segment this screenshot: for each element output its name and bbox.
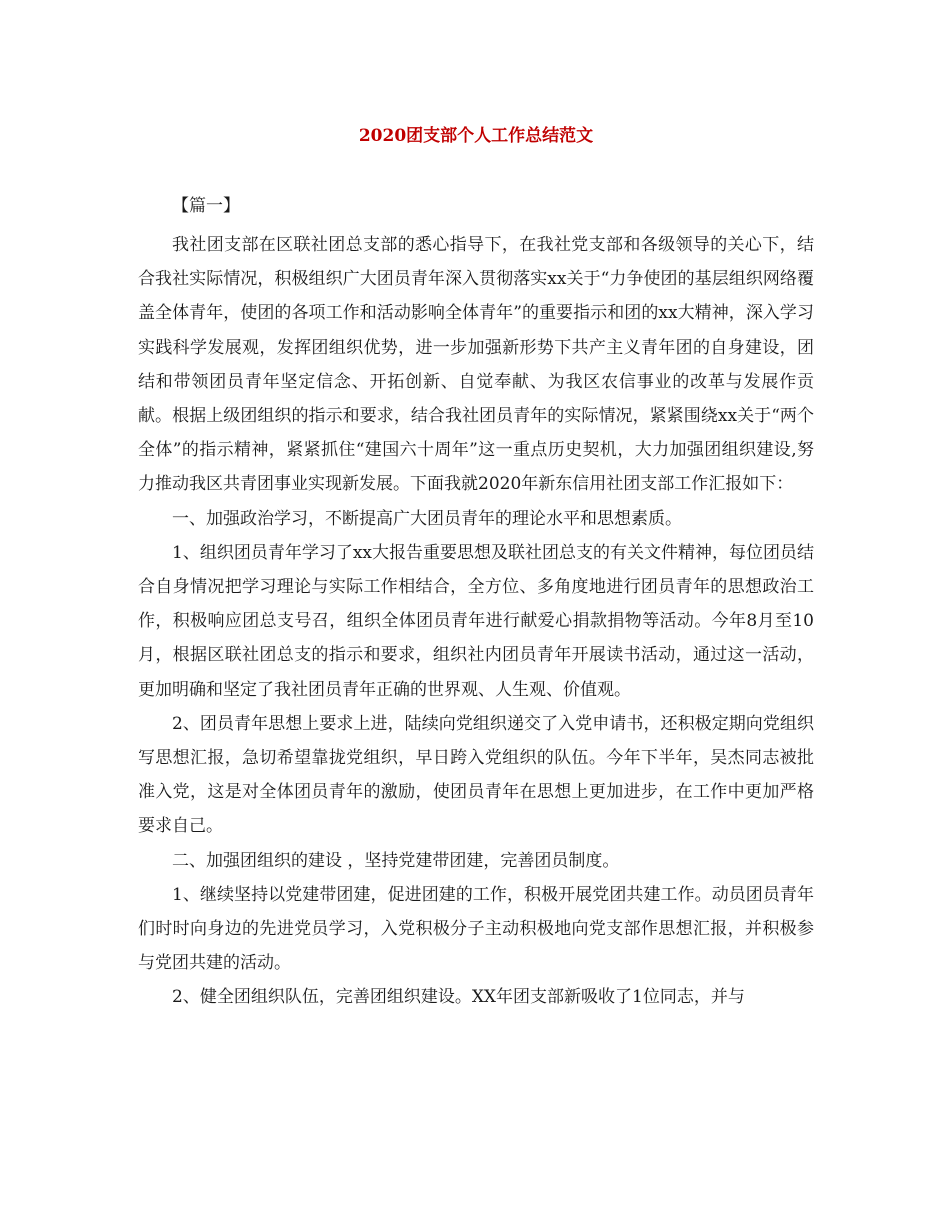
paragraph-2-1: 1、继续坚持以党建带团建，促进团建的工作，积极开展党团共建工作。动员团员青年们时时向身边的先进党员学习，入党积极分子主动积极地向党支部作思想汇报，并积极参与党团共建的活动。 — [138, 884, 814, 974]
section-label: 【篇一】 — [172, 196, 240, 216]
paragraph-intro: 我社团支部在区联社团总支部的悉心指导下，在我社党支部和各级领导的关心下，结合我社实际情况，积极组织广大团员青年深入贯彻落实xx关于“力争使团的基层组织网络覆盖全体青年，使团的各项工作和活动影响全体青年”的重要指示和团的xx大精神，深入学习实践科学发展观，发挥团组织优势，进一步加强新形势下共产主义青年团的自身建设，团结和带领团员青年坚定信念、开拓创新、自觉奉献、为我区农信事业的改革与发展作贡献。根据上级团组织的指示和要求，结合我社团员青年的实际情况，紧紧围绕xx关于“两个全体”的指示精神，紧紧抓住“建国六十周年”这一重点历史契机，大力加强团组织建设,努力推动我区共青团事业实现新发展。下面我就2020年新东信用社团支部工作汇报如下： — [138, 235, 814, 495]
document-title: 2020团支部个人工作总结范文 — [358, 126, 594, 146]
paragraph-heading-1: 一、加强政治学习，不断提高广大团员青年的理论水平和思想素质。 — [172, 508, 682, 529]
paragraph-2-2: 2、健全团组织队伍，完善团组织建设。XX年团支部新吸收了1位同志，并与 — [172, 987, 745, 1008]
paragraph-1-2: 2、团员青年思想上要求上进，陆续向党组织递交了入党申请书，还积极定期向党组织写思想汇报，急切希望靠拢党组织，早日跨入党组织的队伍。今年下半年，吴杰同志被批准入党，这是对全体团员青年的激励，使团员青年在思想上更加进步，在工作中更加严格要求自己。 — [138, 713, 814, 837]
paragraph-1-1: 1、组织团员青年学习了xx大报告重要思想及联社团总支的有关文件精神，每位团员结合自身情况把学习理论与实际工作相结合，全方位、多角度地进行团员青年的思想政治工作，积极响应团总支号召，组织全体团员青年进行献爱心捐款捐物等活动。今年8月至10月，根据区联社团总支的指示和要求，组织社内团员青年开展读书活动，通过这一活动，更加明确和坚定了我社团员青年正确的世界观、人生观、价值观。 — [138, 542, 814, 700]
paragraph-heading-2: 二、加强团组织的建设 ，坚持党建带团建，完善团员制度。 — [172, 850, 620, 871]
document-body — [138, 228, 814, 1015]
